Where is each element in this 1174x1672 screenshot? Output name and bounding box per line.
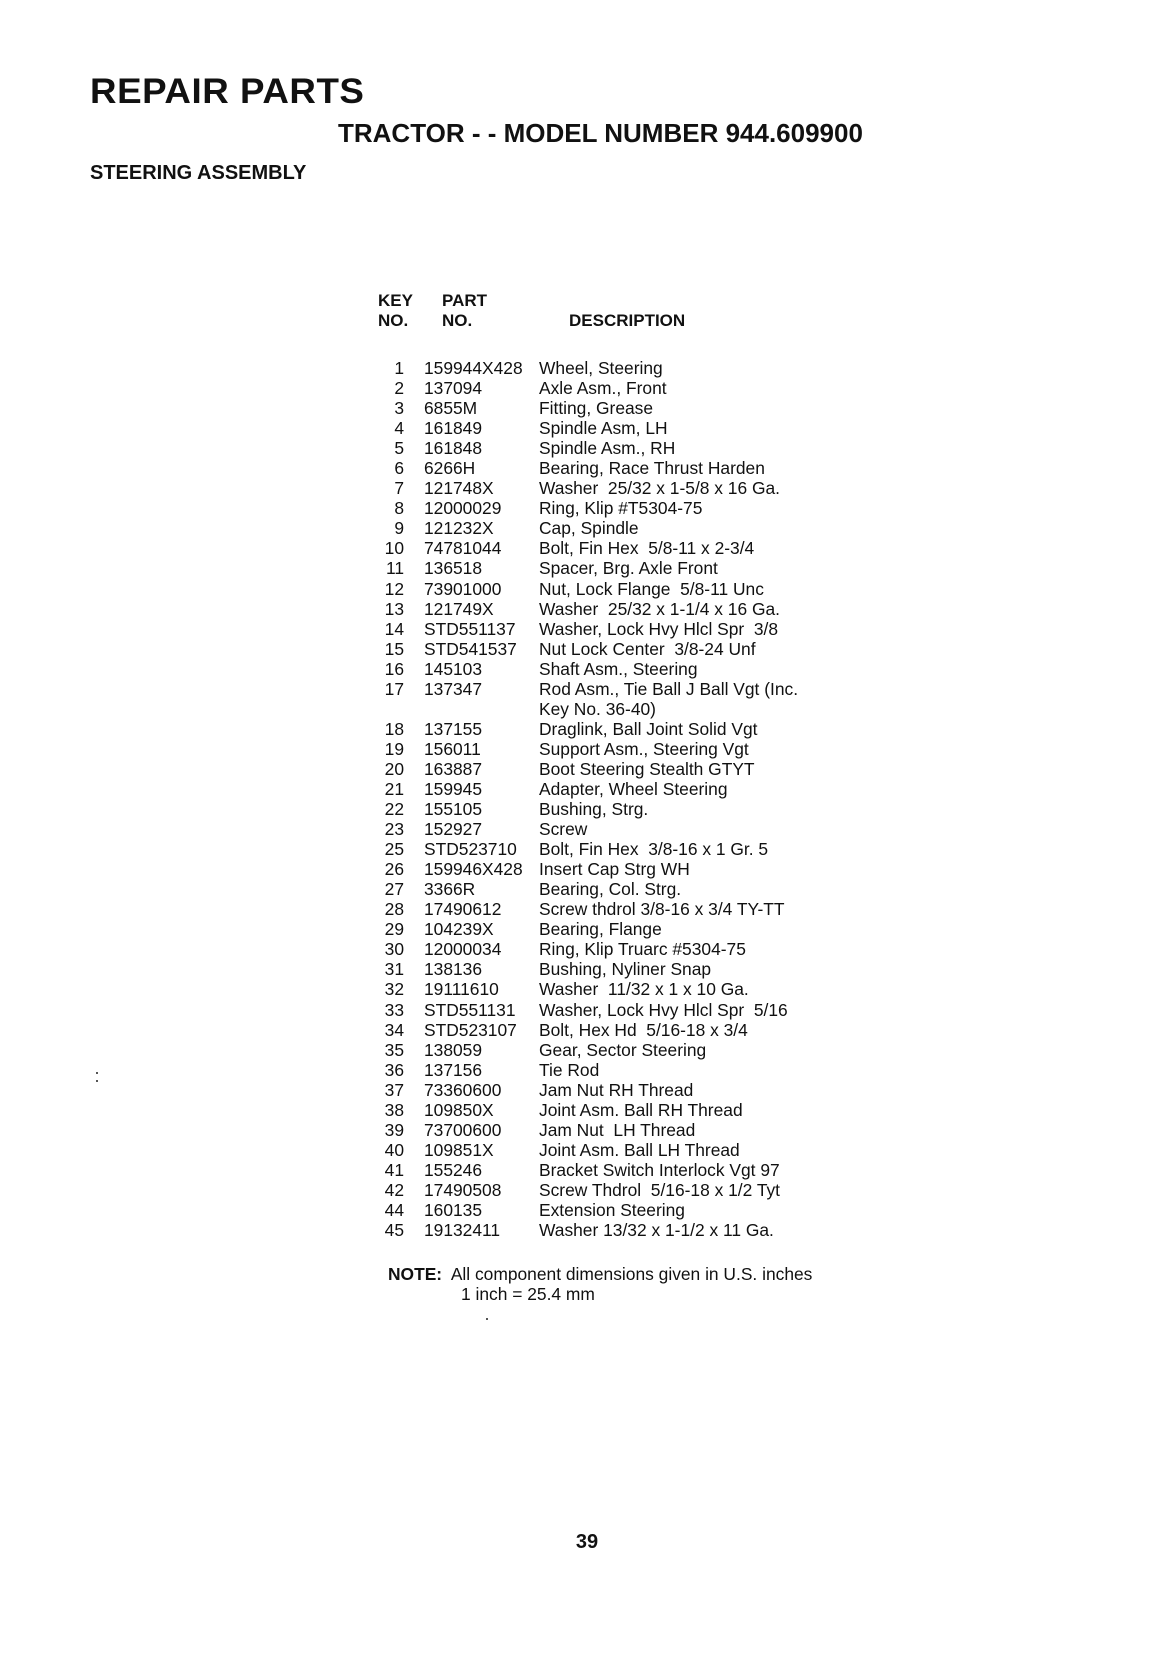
- table-row: [370, 1020, 890, 1040]
- part-number: 17490612: [424, 899, 502, 920]
- section-heading: STEERING ASSEMBLY: [90, 162, 307, 184]
- key-number: 19: [384, 738, 404, 759]
- col-part-header-bottom: NO.: [442, 311, 473, 330]
- part-number: 137347: [424, 678, 483, 699]
- part-number: 74781044: [424, 538, 502, 559]
- key-number: 7: [394, 478, 404, 499]
- part-number: 12000029: [424, 498, 502, 519]
- part-description: Jam Nut RH Thread: [539, 1079, 694, 1100]
- table-row: [370, 919, 890, 939]
- part-description: Key No. 36-40): [539, 698, 656, 719]
- key-number: 27: [384, 879, 404, 900]
- part-description: Bolt, Hex Hd 5/16-18 x 3/4: [539, 1019, 748, 1040]
- part-description: Gear, Sector Steering: [539, 1039, 707, 1060]
- part-number: 163887: [424, 758, 483, 779]
- key-number: 26: [384, 859, 404, 880]
- table-row: [370, 1220, 890, 1240]
- part-description: Bearing, Col. Strg.: [539, 879, 682, 900]
- key-number: 37: [384, 1079, 404, 1100]
- part-description: Draglink, Ball Joint Solid Vgt: [539, 718, 758, 739]
- page-number: 39: [575, 1531, 599, 1553]
- table-row: [370, 1120, 890, 1140]
- table-row: [370, 639, 890, 659]
- table-row: [370, 538, 890, 558]
- key-number: 8: [394, 498, 404, 519]
- part-description: Boot Steering Stealth GTYT: [539, 758, 755, 779]
- note-line-2: 1 inch = 25.4 mm: [461, 1284, 595, 1304]
- part-number: 155246: [424, 1159, 483, 1180]
- key-number: 15: [384, 638, 404, 659]
- part-number: 109850X: [424, 1099, 494, 1120]
- table-row: [370, 1160, 890, 1180]
- part-description: Wheel, Steering: [539, 358, 663, 378]
- key-number: 2: [394, 378, 404, 399]
- part-description: Spindle Asm, LH: [539, 418, 668, 439]
- key-number: 40: [384, 1139, 404, 1160]
- part-description: Washer 11/32 x 1 x 10 Ga.: [539, 979, 749, 1000]
- table-row: [370, 739, 890, 759]
- part-number: 156011: [424, 738, 481, 759]
- part-number: 160135: [424, 1199, 483, 1220]
- part-description: Tie Rod: [539, 1059, 600, 1080]
- part-number: 19132411: [424, 1220, 501, 1241]
- key-number: 11: [385, 558, 404, 579]
- part-number: 12000034: [424, 939, 502, 960]
- part-description: Spindle Asm., RH: [539, 438, 676, 459]
- part-description: Cap, Spindle: [539, 518, 639, 539]
- table-row: [370, 1200, 890, 1220]
- part-number: 3366R: [424, 879, 476, 900]
- table-row: [370, 1080, 890, 1100]
- part-description: Bushing, Strg.: [539, 799, 649, 820]
- part-number: STD551137: [424, 618, 516, 639]
- part-description: Nut Lock Center 3/8-24 Unf: [539, 638, 756, 659]
- key-number: 5: [394, 438, 404, 459]
- part-number: 137094: [424, 378, 483, 399]
- key-number: 31: [384, 959, 404, 980]
- part-description: Washer 13/32 x 1-1/2 x 11 Ga.: [539, 1220, 774, 1241]
- part-number: 73901000: [424, 578, 502, 599]
- part-number: 161848: [424, 438, 483, 459]
- part-description: Screw Thdrol 5/16-18 x 1/2 Tyt: [539, 1179, 781, 1200]
- part-description: Rod Asm., Tie Ball J Ball Vgt (Inc.: [539, 678, 799, 699]
- part-description: Bearing, Flange: [539, 919, 662, 940]
- part-description: Insert Cap Strg WH: [539, 859, 690, 880]
- table-row: [370, 719, 890, 739]
- part-description: Bolt, Fin Hex 5/8-11 x 2-3/4: [539, 538, 755, 559]
- col-key-header-top: KEY: [378, 291, 413, 310]
- table-row: [370, 418, 890, 438]
- part-number: 73700600: [424, 1119, 502, 1140]
- part-description: Ring, Klip Truarc #5304-75: [539, 939, 746, 960]
- part-number: [404, 699, 539, 719]
- table-row: [370, 899, 890, 919]
- part-description: Shaft Asm., Steering: [539, 658, 698, 679]
- key-number: 33: [384, 999, 404, 1020]
- key-number: 4: [394, 418, 404, 439]
- part-number: 136518: [424, 558, 483, 579]
- table-row: [370, 579, 890, 599]
- part-description: Bolt, Fin Hex 3/8-16 x 1 Gr. 5: [539, 839, 769, 860]
- table-row: [370, 879, 890, 899]
- part-description: Adapter, Wheel Steering: [539, 778, 728, 799]
- part-number: 138059: [424, 1039, 483, 1060]
- scan-speck: [96, 1080, 98, 1082]
- part-number: 159946X428: [424, 859, 523, 880]
- table-row: [370, 859, 890, 879]
- col-key-header-bottom: NO.: [378, 311, 409, 330]
- note-label: NOTE:: [388, 1264, 443, 1284]
- part-number: 152927: [424, 819, 483, 840]
- table-row: [370, 819, 890, 839]
- part-number: 138136: [424, 959, 483, 980]
- key-number: 16: [384, 658, 404, 679]
- part-number: 159945: [424, 778, 483, 799]
- scan-speck: [96, 1072, 98, 1074]
- part-description: Axle Asm., Front: [539, 378, 667, 399]
- table-row: [370, 438, 890, 458]
- table-row: [370, 518, 890, 538]
- table-row: [370, 478, 890, 498]
- part-number: 121748X: [424, 478, 494, 499]
- key-number: 21: [384, 778, 404, 799]
- key-number: 10: [384, 538, 404, 559]
- col-description-header: DESCRIPTION: [569, 311, 686, 330]
- key-number: 9: [394, 518, 404, 539]
- part-number: 73360600: [424, 1079, 502, 1100]
- part-number: 159944X428: [424, 358, 523, 378]
- key-number: 18: [384, 718, 404, 739]
- key-number: 41: [384, 1159, 404, 1180]
- part-description: Washer 25/32 x 1-1/4 x 16 Ga.: [539, 598, 781, 619]
- key-number: 6: [394, 458, 404, 479]
- key-number: 38: [384, 1099, 404, 1120]
- key-number: 35: [384, 1039, 404, 1060]
- part-description: Bracket Switch Interlock Vgt 97: [539, 1159, 780, 1180]
- model-heading: TRACTOR - - MODEL NUMBER 944.609900: [338, 118, 863, 148]
- table-row: [370, 599, 890, 619]
- part-number: 137155: [424, 718, 483, 739]
- table-row: [370, 699, 890, 719]
- table-row: [370, 1000, 890, 1020]
- table-row: [370, 959, 890, 979]
- page-title: REPAIR PARTS: [90, 72, 365, 111]
- part-number: 104239X: [424, 919, 494, 940]
- part-description: Bearing, Race Thrust Harden: [539, 458, 765, 479]
- part-description: Spacer, Brg. Axle Front: [539, 558, 718, 579]
- part-description: Washer, Lock Hvy Hlcl Spr 5/16: [539, 999, 788, 1020]
- table-row: [370, 378, 890, 398]
- key-number: 22: [384, 799, 404, 820]
- part-number: 19111610: [424, 979, 499, 1000]
- key-number: 1: [394, 358, 404, 378]
- table-row: [370, 839, 890, 859]
- key-number: 17: [384, 678, 404, 699]
- part-description: Jam Nut LH Thread: [539, 1119, 696, 1140]
- part-description: Screw: [539, 819, 588, 840]
- key-number: 36: [384, 1059, 404, 1080]
- part-description: Bushing, Nyliner Snap: [539, 959, 712, 980]
- part-number: 137156: [424, 1059, 483, 1080]
- key-number: 13: [384, 598, 404, 619]
- part-number: 6855M: [424, 398, 478, 419]
- part-description: Washer, Lock Hvy Hlcl Spr 3/8: [539, 618, 779, 639]
- part-description: Joint Asm. Ball RH Thread: [539, 1099, 743, 1120]
- note-line-1: All component dimensions given in U.S. inches: [450, 1264, 813, 1284]
- key-number: 34: [384, 1019, 404, 1040]
- part-description: Fitting, Grease: [539, 398, 654, 419]
- part-description: Ring, Klip #T5304-75: [539, 498, 703, 519]
- table-row: [370, 779, 890, 799]
- part-number: 145103: [424, 658, 483, 679]
- part-description: Support Asm., Steering Vgt: [539, 738, 749, 759]
- key-number: 45: [384, 1220, 404, 1241]
- part-description: Joint Asm. Ball LH Thread: [539, 1139, 740, 1160]
- table-row: [370, 1040, 890, 1060]
- table-row: [370, 1100, 890, 1120]
- table-row: [370, 1060, 890, 1080]
- parts-table: [370, 358, 890, 1240]
- part-number: 109851X: [424, 1139, 494, 1160]
- part-number: STD551131: [424, 999, 516, 1020]
- key-number: 30: [384, 939, 404, 960]
- key-number: 29: [384, 919, 404, 940]
- table-row: [370, 1140, 890, 1160]
- table-row: [370, 558, 890, 578]
- note: [388, 1264, 812, 1304]
- part-number: 121749X: [424, 598, 494, 619]
- key-number: 12: [384, 578, 404, 599]
- table-row: [370, 398, 890, 418]
- key-number: 23: [384, 819, 404, 840]
- table-row: [370, 1180, 890, 1200]
- part-number: 121232X: [424, 518, 494, 539]
- table-row: [370, 759, 890, 779]
- table-row: [370, 659, 890, 679]
- part-number: STD541537: [424, 638, 517, 659]
- key-number: 32: [384, 979, 404, 1000]
- scan-speck: [486, 1318, 488, 1320]
- table-row: [370, 979, 890, 999]
- part-description: Nut, Lock Flange 5/8-11 Unc: [539, 578, 764, 599]
- key-number: 42: [384, 1179, 404, 1200]
- col-part-header-top: PART: [442, 291, 488, 310]
- key-number: 25: [384, 839, 404, 860]
- part-description: Screw thdrol 3/8-16 x 3/4 TY-TT: [539, 899, 785, 920]
- table-row: [370, 679, 890, 699]
- part-number: 17490508: [424, 1179, 502, 1200]
- key-number: [370, 699, 404, 719]
- key-number: 14: [384, 618, 404, 639]
- key-number: 20: [384, 758, 404, 779]
- part-description: Washer 25/32 x 1-5/8 x 16 Ga.: [539, 478, 781, 499]
- key-number: 39: [384, 1119, 404, 1140]
- key-number: 44: [384, 1199, 404, 1220]
- key-number: 3: [394, 398, 404, 419]
- table-row: [370, 619, 890, 639]
- part-number: STD523107: [424, 1019, 517, 1040]
- part-number: 6266H: [424, 458, 476, 479]
- part-number: 155105: [424, 799, 483, 820]
- table-row: [370, 939, 890, 959]
- table-row: [370, 358, 890, 378]
- part-number: STD523710: [424, 839, 517, 860]
- table-row: [370, 799, 890, 819]
- key-number: 28: [384, 899, 404, 920]
- part-description: Extension Steering: [539, 1199, 685, 1220]
- table-row: [370, 498, 890, 518]
- table-row: [370, 458, 890, 478]
- part-number: 161849: [424, 418, 483, 439]
